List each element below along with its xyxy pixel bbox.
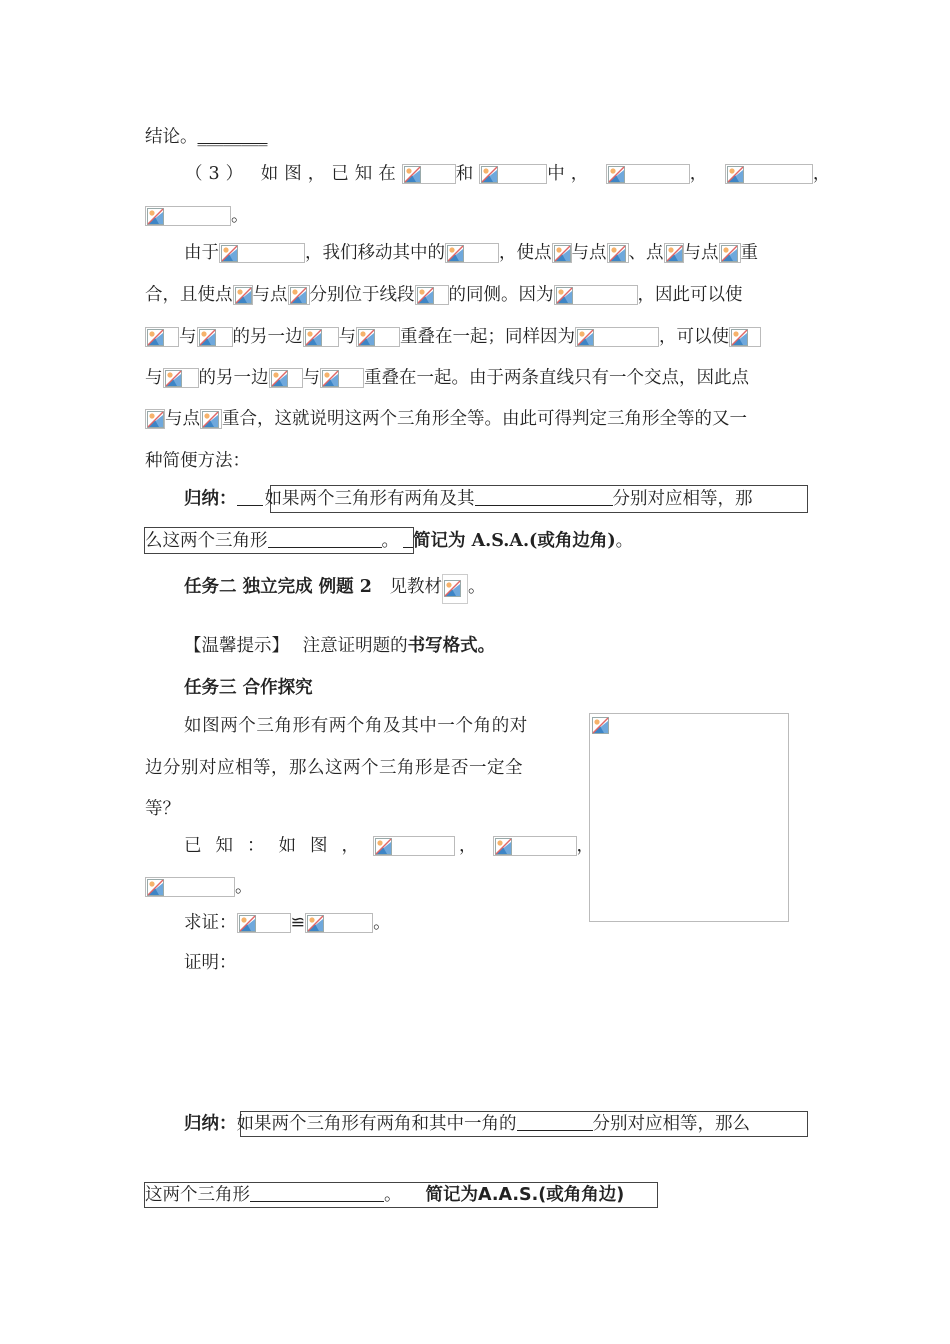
conclusion-label: 归纳： xyxy=(184,489,237,509)
fill-blank[interactable] xyxy=(475,489,613,506)
period-text: 。 xyxy=(615,531,634,551)
broken-image-icon xyxy=(375,838,392,855)
broken-image-icon xyxy=(731,329,748,346)
conclusion-text: 这两个三角形 xyxy=(145,1185,250,1205)
move-text: 重合，这就说明这两个三角形全等。由此可得判定三角形全等的又一 xyxy=(222,409,747,429)
move-line1 xyxy=(184,242,758,264)
conclusion-text: 么这两个三角形 xyxy=(145,531,268,551)
move-text: ，使点 xyxy=(499,243,552,263)
prove-line xyxy=(184,912,391,934)
angle-image xyxy=(197,327,233,347)
formula-image xyxy=(145,206,231,226)
broken-image-icon xyxy=(727,166,744,183)
angle-image xyxy=(145,327,179,347)
formula-image xyxy=(479,164,547,184)
see-textbook-text: 见教材 xyxy=(389,577,443,597)
broken-image-icon xyxy=(235,287,252,304)
line-image xyxy=(320,368,364,388)
broken-image-icon xyxy=(221,245,238,262)
period-text: 。 xyxy=(235,877,253,897)
given-line2 xyxy=(145,876,253,898)
task3-title: 任务三 合作探究 xyxy=(184,678,313,698)
conclusion-line xyxy=(145,126,268,148)
move-text: 与点 xyxy=(165,409,200,429)
fill-blank[interactable] xyxy=(517,1114,593,1131)
conclusion2-line1 xyxy=(184,1113,750,1135)
period-text: 。 xyxy=(468,577,486,597)
task3-question-1: 如图两个三角形有两个角及其中一个角的对 xyxy=(184,716,528,736)
proof-label: 证明： xyxy=(184,953,237,973)
broken-image-icon xyxy=(495,838,512,855)
tip-text: 注意证明题的 xyxy=(302,636,408,656)
move-text: 、点 xyxy=(628,243,664,263)
broken-image-icon xyxy=(592,717,609,734)
conclusion-text: 如果两个三角形有两角和其中一角的 xyxy=(236,1114,517,1134)
point-image xyxy=(145,409,165,429)
conclusion1-line2 xyxy=(145,530,633,552)
move-text: 与 xyxy=(302,368,320,388)
broken-image-icon xyxy=(554,245,571,262)
period-text: 。 xyxy=(231,206,249,226)
formula-image xyxy=(554,285,638,305)
broken-image-icon xyxy=(147,329,164,346)
formula-image xyxy=(373,836,455,856)
broken-image-icon xyxy=(199,329,216,346)
given-line xyxy=(184,835,594,857)
move-line6 xyxy=(145,450,250,472)
formula-image xyxy=(606,164,690,184)
point-image xyxy=(200,409,222,429)
congruent-symbol: ≌ xyxy=(290,913,306,933)
move-text: 与 xyxy=(145,368,163,388)
move-text: 种简便方法： xyxy=(145,451,250,471)
point-image xyxy=(607,243,629,263)
move-text: 与 xyxy=(338,327,356,347)
move-line2 xyxy=(145,284,743,306)
conclusion-text: 结论。 xyxy=(145,127,198,147)
broken-image-icon xyxy=(147,208,164,225)
task3-question-3: 等？ xyxy=(145,799,180,819)
comma-text: ， xyxy=(459,836,477,856)
broken-image-icon xyxy=(417,287,434,304)
textbook-ref-image xyxy=(442,574,468,604)
point-image xyxy=(552,243,572,263)
conclusion-text: 分别对应相等，那么 xyxy=(592,1114,750,1134)
move-text: 的另一边 xyxy=(232,327,303,347)
point-image xyxy=(233,285,253,305)
move-text: 与点 xyxy=(571,243,607,263)
task2-title: 任务二 独立完成 例题 2 xyxy=(184,577,372,597)
move-text: 与 xyxy=(179,327,197,347)
move-text: 重叠在一起。由于两条直线只有一个交点，因此点 xyxy=(364,368,749,388)
move-text: 与点 xyxy=(683,243,719,263)
move-text: 重 xyxy=(740,243,758,263)
move-text: 的同侧。因为 xyxy=(448,285,554,305)
broken-image-icon xyxy=(271,370,288,387)
conclusion-text: 如果两个三角形有两角及其 xyxy=(264,489,475,509)
move-text: ，可以使 xyxy=(659,327,729,347)
conclusion-text: 分别对应相等，那 xyxy=(612,489,753,509)
task2-line xyxy=(184,574,486,604)
formula-image xyxy=(402,164,456,184)
broken-image-icon xyxy=(307,915,324,932)
line-image xyxy=(356,327,400,347)
broken-image-icon xyxy=(444,580,461,597)
formula-image xyxy=(575,327,659,347)
tip-bold-text: 书写格式。 xyxy=(407,636,496,656)
move-line4 xyxy=(145,367,749,389)
move-text: 与点 xyxy=(252,285,288,305)
angle-image xyxy=(163,368,199,388)
formula-image xyxy=(145,877,235,897)
broken-image-icon xyxy=(608,166,625,183)
formula-image xyxy=(445,243,499,263)
broken-image-icon xyxy=(147,879,164,896)
broken-image-icon xyxy=(577,329,594,346)
conclusion-text: 。 xyxy=(381,531,399,551)
broken-image-icon xyxy=(239,915,256,932)
broken-image-icon xyxy=(447,245,464,262)
period-text: 。 xyxy=(384,1185,402,1205)
comma-text: ， xyxy=(812,164,837,184)
fill-blank[interactable] xyxy=(250,1185,384,1202)
task3-question-2: 边分别对应相等，那么这两个三角形是否一定全 xyxy=(145,758,523,778)
point-image xyxy=(288,285,310,305)
formula-image xyxy=(305,913,373,933)
move-line3 xyxy=(145,326,761,348)
broken-image-icon xyxy=(165,370,182,387)
and-text: 和 xyxy=(455,164,480,184)
move-text: 的另一边 xyxy=(198,368,269,388)
asa-abbreviation: 简记为 A.S.A.(或角边角) xyxy=(413,531,616,551)
in-text: 中， xyxy=(547,164,595,184)
conclusion-label: 归纳： xyxy=(184,1114,237,1134)
conclusion2-line2 xyxy=(145,1184,624,1206)
broken-image-icon xyxy=(290,287,307,304)
point-image xyxy=(719,243,741,263)
formula-image xyxy=(493,836,577,856)
broken-image-icon xyxy=(481,166,498,183)
broken-image-icon xyxy=(404,166,421,183)
formula-image xyxy=(237,913,291,933)
formula-image xyxy=(219,243,305,263)
broken-image-icon xyxy=(721,245,738,262)
aas-abbreviation: 简记为A.A.S.(或角角边) xyxy=(425,1185,625,1205)
broken-image-icon xyxy=(666,245,683,262)
prove-label: 求证： xyxy=(184,913,237,933)
tip-label: 【温馨提示】 xyxy=(184,636,289,656)
angle-image xyxy=(729,327,761,347)
move-text: ，因此可以使 xyxy=(637,285,743,305)
period-text: 。 xyxy=(373,913,391,933)
given-label: 已知：如图， xyxy=(184,836,373,856)
broken-image-icon xyxy=(609,245,626,262)
move-text: 分别位于线段 xyxy=(309,285,415,305)
segment-image xyxy=(415,285,449,305)
part3-number: （3） xyxy=(185,164,250,184)
fill-blank[interactable] xyxy=(268,531,382,548)
fill-blank[interactable] xyxy=(237,489,263,506)
conclusion-blank[interactable]: ________ xyxy=(197,127,268,147)
figure-image xyxy=(589,713,789,922)
move-text: 合，且使点 xyxy=(145,285,233,305)
formula-image xyxy=(725,164,813,184)
part3-line2 xyxy=(145,205,249,227)
broken-image-icon xyxy=(556,287,573,304)
move-line5 xyxy=(145,408,747,430)
move-text: 重叠在一起；同样因为 xyxy=(400,327,575,347)
tip-line xyxy=(184,635,495,657)
line-image xyxy=(303,327,339,347)
comma-text: ， xyxy=(576,836,594,856)
conclusion1-line1 xyxy=(184,488,753,510)
part3-line xyxy=(185,163,836,185)
fill-blank[interactable] xyxy=(403,531,413,548)
move-text: ，我们移动其中的 xyxy=(305,243,445,263)
broken-image-icon xyxy=(147,411,164,428)
broken-image-icon xyxy=(358,329,375,346)
line-image xyxy=(269,368,303,388)
point-image xyxy=(664,243,684,263)
broken-image-icon xyxy=(202,411,219,428)
part3-given-text: 如图，已知在 xyxy=(260,164,402,184)
comma-text: ， xyxy=(689,164,714,184)
broken-image-icon xyxy=(322,370,339,387)
move-text: 由于 xyxy=(184,243,219,263)
broken-image-icon xyxy=(305,329,322,346)
